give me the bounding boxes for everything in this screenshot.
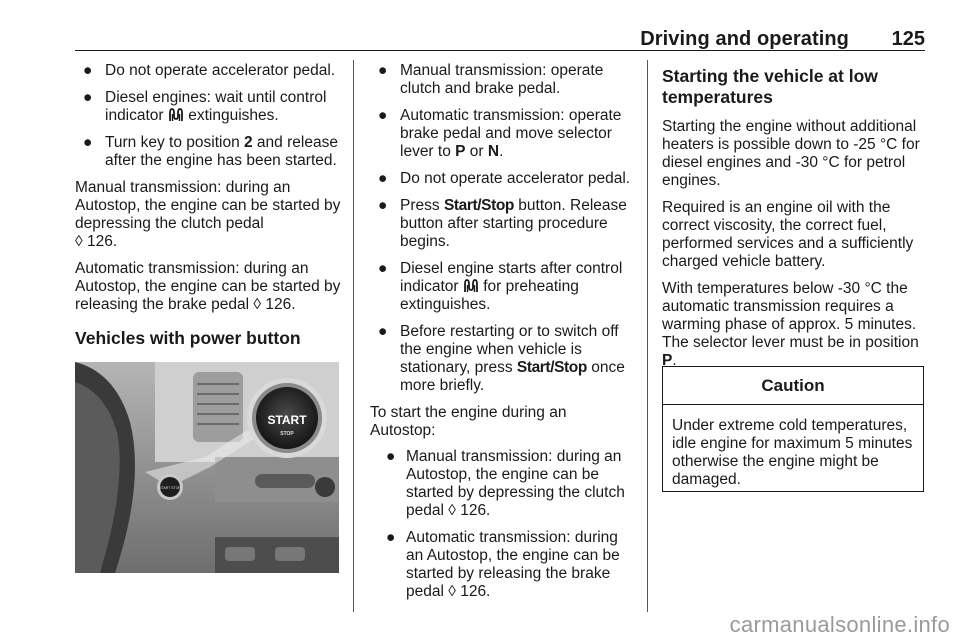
list-item-text: Before restarting or to switch off the engine when vehicle is stationary, press	[400, 323, 619, 376]
paragraph: Required is an engine oil with the correct viscosity, the correct fuel, performed services and a sufficiently charged vehicle battery.	[662, 199, 914, 270]
dashboard-illustration	[75, 362, 339, 573]
paragraph	[662, 280, 928, 370]
list-item-text: for preheating extinguishes.	[400, 278, 579, 313]
small-start-stop-label: START STOP	[159, 486, 181, 490]
section-heading: Starting the vehicle at low temperatures	[662, 66, 878, 107]
page-reference: ◊ 126.	[448, 583, 491, 600]
list-item	[370, 62, 634, 98]
list-item-text: and release after the engine has been started.	[105, 134, 338, 169]
list-item-text: Manual transmission: during an Autostop, the engine can be started by depressing the clutch pedal	[406, 448, 625, 519]
caution-text: Under extreme cold temperatures, idle engine for maximum 5 minutes otherwise the engine might be damaged.	[672, 417, 913, 488]
start-stop-term: Start/Stop	[443, 197, 514, 214]
list-item	[75, 89, 341, 125]
stop-button-label: STOP	[280, 431, 294, 437]
list-item-text: Press	[400, 197, 444, 214]
list-item-text: once more briefly.	[400, 359, 625, 394]
list-item-text: button. Release button after starting procedure begins.	[400, 197, 627, 250]
key-position: 2	[244, 134, 253, 151]
list-item	[378, 448, 634, 520]
bullet: ●	[378, 260, 388, 277]
sub-bullet-list	[370, 448, 634, 601]
caution-title: Caution	[663, 367, 923, 405]
column-divider-right	[647, 60, 648, 612]
header-rule	[75, 50, 925, 51]
bullet: ●	[378, 62, 388, 79]
list-item-text: .	[499, 143, 504, 160]
gear-position: P	[662, 352, 673, 369]
list-item	[370, 170, 634, 188]
list-item-text: Manual transmission: operate clutch and brake pedal.	[400, 62, 604, 97]
list-item-text: Automatic transmission: operate brake pedal and move selector lever to	[400, 107, 622, 160]
power-button-photo	[75, 362, 339, 573]
gear-position: P	[455, 143, 466, 160]
preheat-coil-icon	[168, 107, 184, 122]
column-divider-left	[353, 60, 354, 612]
preheat-coil-icon	[463, 278, 479, 293]
bullet: ●	[83, 134, 93, 151]
bullet: ●	[386, 529, 396, 546]
bullet-list	[75, 62, 341, 170]
list-item-text: Diesel engines: wait until control indicator	[105, 89, 327, 124]
start-button-label: START	[267, 413, 307, 427]
column-3	[662, 62, 928, 379]
paragraph: To start the engine during an Autostop:	[370, 404, 567, 439]
list-item	[370, 260, 634, 314]
bullet: ●	[386, 448, 396, 465]
bullet: ●	[378, 323, 388, 340]
bullet: ●	[378, 170, 388, 187]
bullet: ●	[378, 197, 388, 214]
page-reference: ◊ 126.	[448, 502, 491, 519]
list-item-text: extinguishes.	[183, 107, 279, 124]
page-number: 125	[891, 28, 925, 50]
paragraph: Starting the engine without additional heaters is possible down to -25 °C for diesel engines and -30 °C for petrol engines.	[662, 118, 920, 189]
watermark: carmanualsonline.info	[729, 612, 950, 637]
caution-box	[662, 366, 924, 492]
paragraph-text: Manual transmission: during an Autostop, the engine can be started by depressing the clutch pedal	[75, 179, 341, 232]
start-stop-term: Start/Stop	[516, 359, 587, 376]
column-2	[370, 62, 634, 610]
paragraph-text: With temperatures below -30 °C the automatic transmission requires a warming phase of approx. 5 minutes. The selector lever must be in position	[662, 280, 919, 351]
list-item	[75, 62, 341, 80]
list-item	[378, 529, 634, 601]
list-item-text: Turn key to position	[105, 134, 244, 151]
list-item	[370, 197, 634, 251]
bullet: ●	[83, 62, 93, 79]
list-item-text: Diesel engine starts after control indicator	[400, 260, 623, 295]
list-item-text: Automatic transmission: during an Autostop, the engine can be started by releasing the brake pedal	[406, 529, 620, 600]
bullet: ●	[83, 89, 93, 106]
section-heading: Vehicles with power button	[75, 328, 301, 348]
page-reference: ◊ 126.	[253, 296, 296, 313]
gear-position: N	[487, 143, 500, 160]
list-item-text: or	[465, 143, 488, 160]
bullet: ●	[378, 107, 388, 124]
list-item-text: Do not operate accelerator pedal.	[400, 170, 631, 187]
paragraph-text: .	[672, 352, 677, 369]
list-item	[75, 134, 341, 170]
column-1	[75, 62, 341, 363]
list-item-text: Do not operate accelerator pedal.	[105, 62, 336, 79]
paragraph	[75, 179, 341, 251]
list-item	[370, 107, 634, 161]
bullet-list	[370, 62, 634, 395]
paragraph	[75, 260, 341, 314]
section-title: Driving and operating	[640, 28, 849, 50]
page-reference: ◊ 126.	[75, 233, 118, 250]
list-item	[370, 323, 634, 395]
paragraph-text: Automatic transmission: during an Autostop, the engine can be started by releasing the brake pedal	[75, 260, 341, 313]
